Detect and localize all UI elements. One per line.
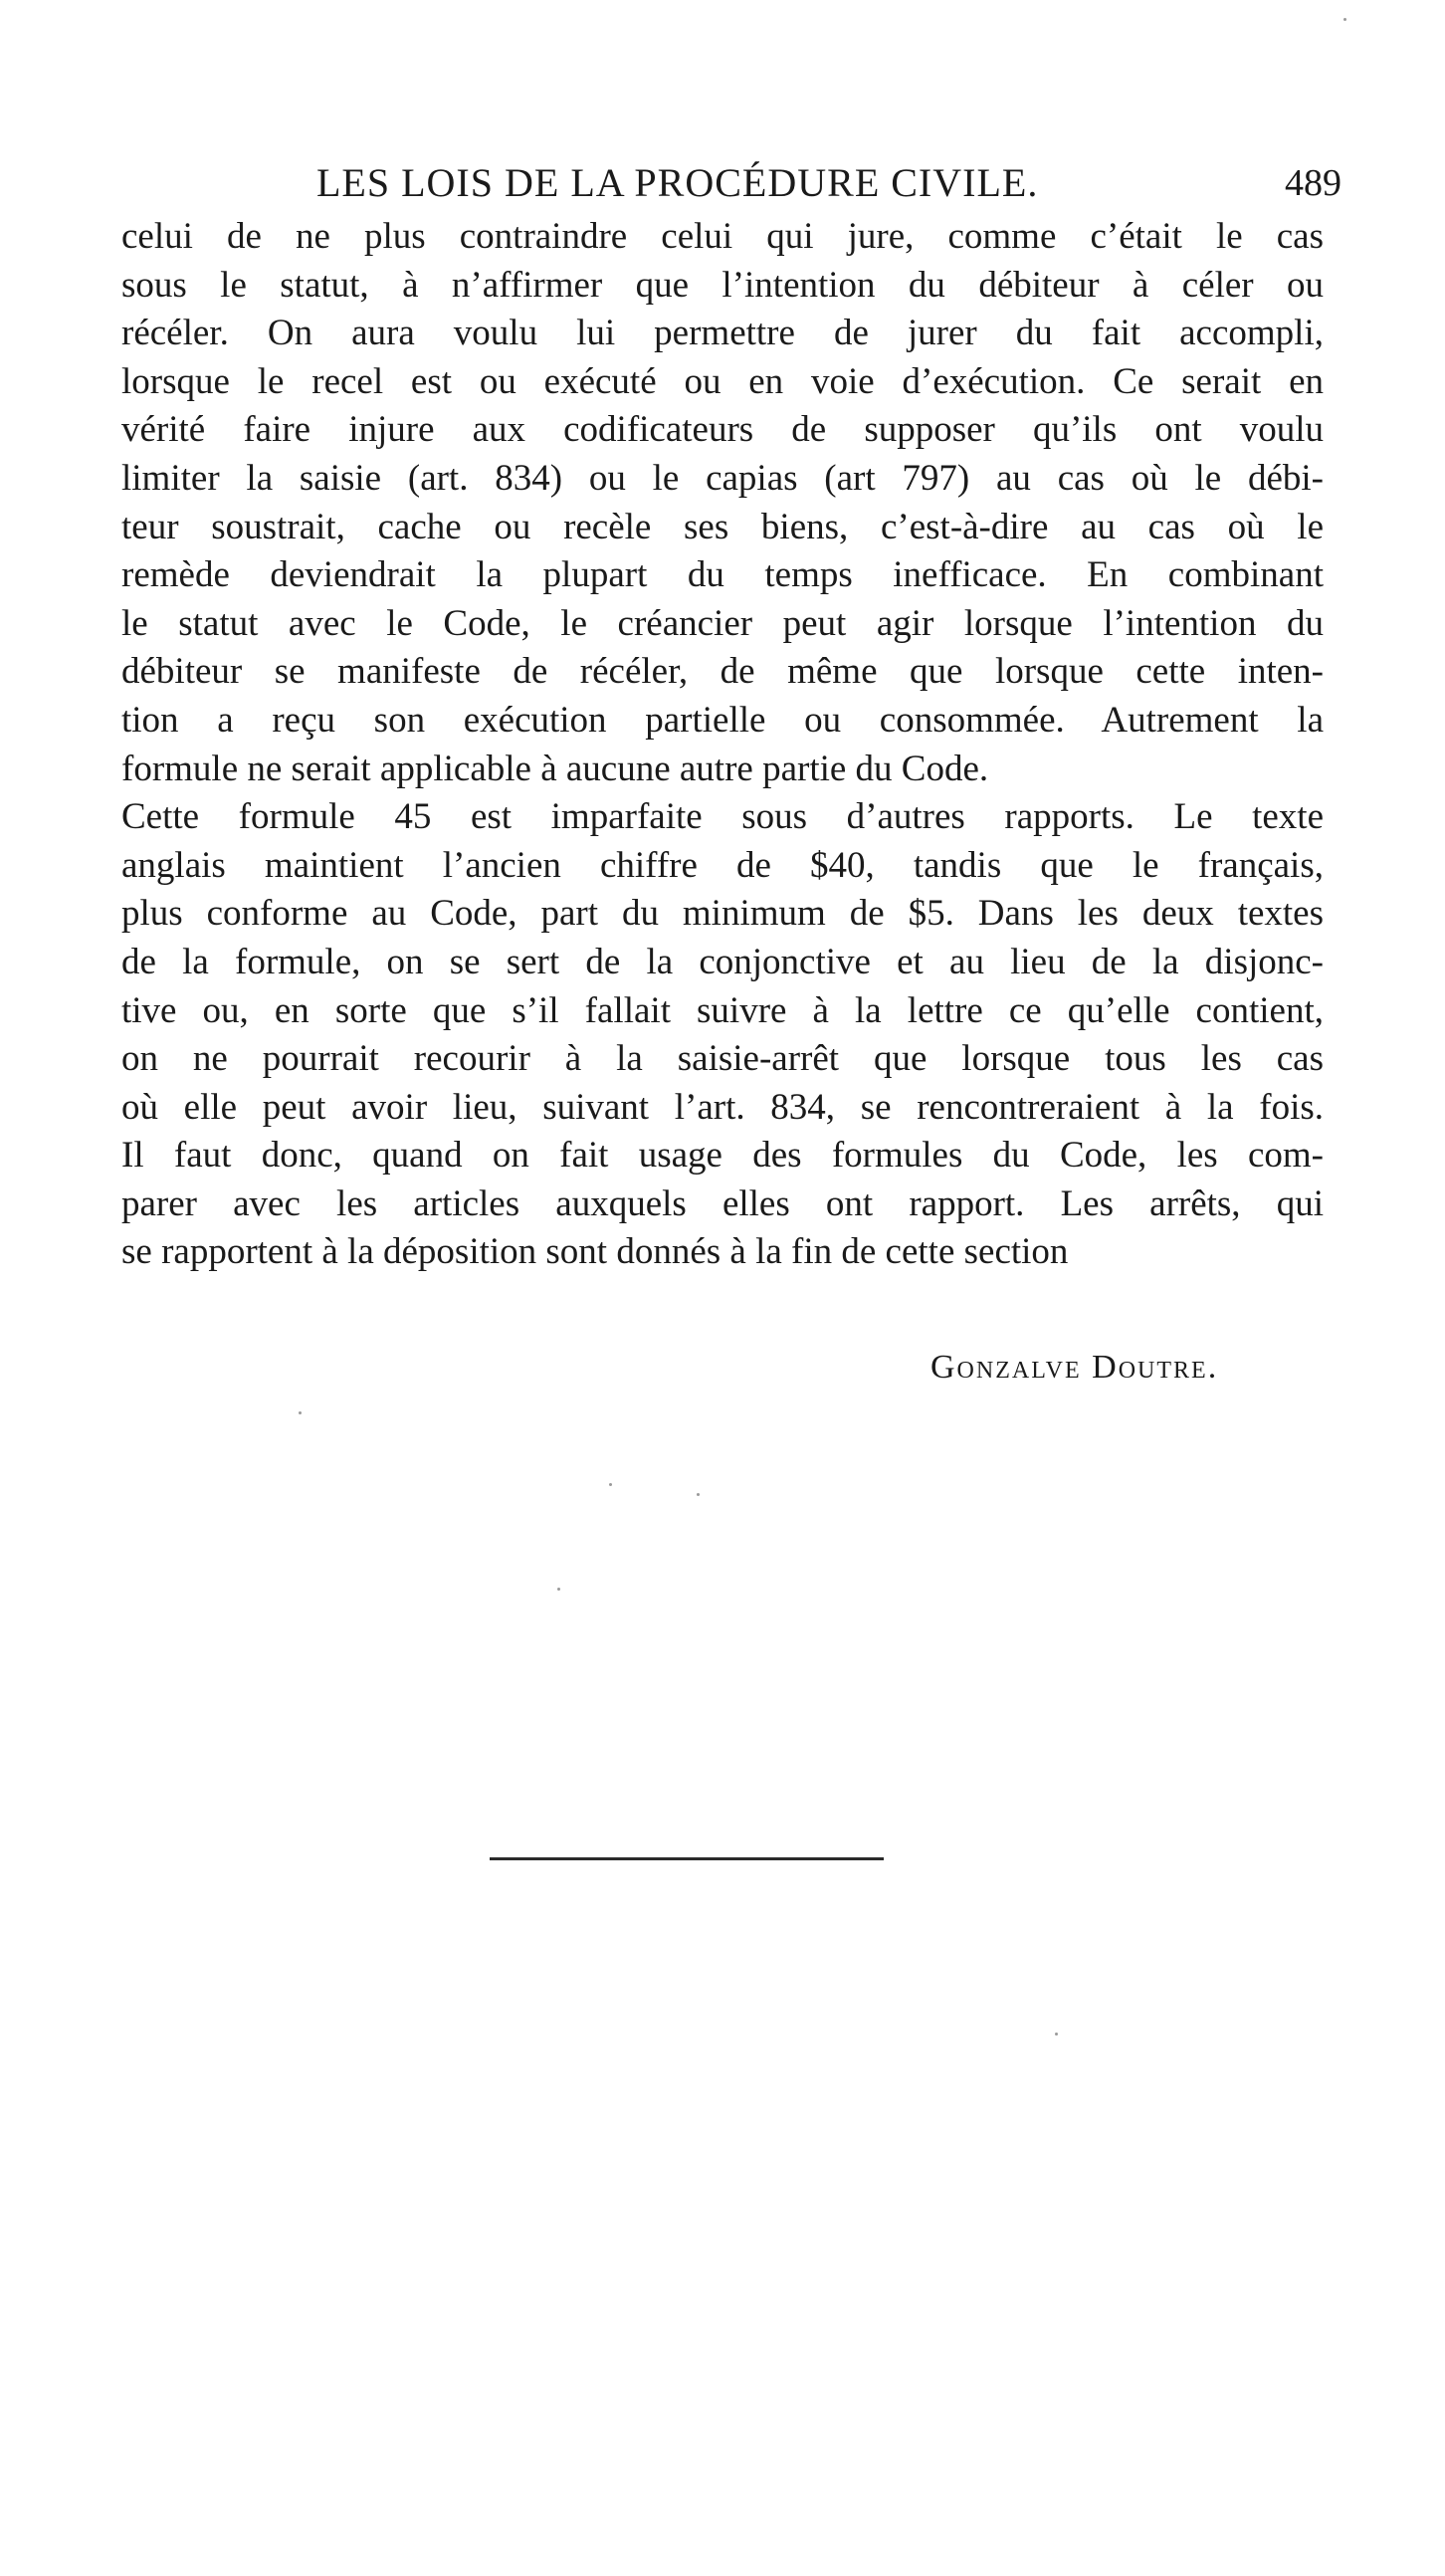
text-line: vérité faire injure aux codificateurs de supposer qu’ils ont voulu <box>121 409 1324 451</box>
text-line: teur soustrait, cache ou recèle ses biens, c’est-à-dire au cas où le <box>121 506 1324 547</box>
paper-speck <box>299 1411 302 1414</box>
text-line: Il faut donc, quand on fait usage des formules du Code, les com- <box>121 1135 1324 1177</box>
text-line: parer avec les articles auxquels elles ont rapport. Les arrêts, qui <box>121 1182 1324 1224</box>
body-text <box>121 213 1324 1277</box>
running-header <box>316 159 1342 219</box>
text-line: limiter la saisie (art. 834) ou le capias (art 797) au cas où le débi- <box>121 457 1324 499</box>
paper-speck <box>557 1588 560 1591</box>
paper-speck <box>609 1483 612 1486</box>
text-line: sous le statut, à n’affirmer que l’intention du débiteur à céler ou <box>121 264 1324 306</box>
text-line: tive ou, en sorte que s’il fallait suivre à la lettre ce qu’elle contient, <box>121 989 1324 1031</box>
author-signature: Gonzalve Doutre. <box>930 1349 1219 1386</box>
text-line: lorsque le recel est ou exécuté ou en voie d’exécution. Ce serait en <box>121 360 1324 402</box>
text-line: récéler. On aura voulu lui permettre de jurer du fait accompli, <box>121 313 1324 354</box>
text-line: le statut avec le Code, le créancier peut agir lorsque l’intention du <box>121 602 1324 644</box>
section-divider-rule <box>490 1857 884 1860</box>
paper-speck <box>1055 2033 1058 2036</box>
page-number: 489 <box>1285 162 1342 204</box>
running-title: LES LOIS DE LA PROCÉDURE CIVILE. <box>316 160 1039 205</box>
text-line: anglais maintient l’ancien chiffre de $40, tandis que le français, <box>121 844 1324 886</box>
text-line: on ne pourrait recourir à la saisie-arrêt que lorsque tous les cas <box>121 1038 1324 1080</box>
text-line: débiteur se manifeste de récéler, de même que lorsque cette inten- <box>121 651 1324 693</box>
text-line: formule ne serait applicable à aucune autre partie du Code. <box>121 748 989 789</box>
text-line: se rapportent à la déposition sont donnés à la fin de cette section <box>121 1231 1069 1273</box>
text-line: où elle peut avoir lieu, suivant l’art. 834, se rencontreraient à la fois. <box>121 1086 1324 1128</box>
text-line: celui de ne plus contraindre celui qui jure, comme c’était le cas <box>121 216 1324 257</box>
text-line: plus conforme au Code, part du minimum de $5. Dans les deux textes <box>121 893 1324 935</box>
text-line: tion a reçu son exécution partielle ou consommée. Autrement la <box>121 699 1324 741</box>
text-line: remède deviendrait la plupart du temps inefficace. En combinant <box>121 554 1324 596</box>
paper-speck <box>1343 18 1346 21</box>
text-line: de la formule, on se sert de la conjonctive et au lieu de la disjonc- <box>121 941 1324 982</box>
text-line: Cette formule 45 est imparfaite sous d’autres rapports. Le texte <box>121 796 1324 838</box>
paper-speck <box>697 1493 700 1496</box>
